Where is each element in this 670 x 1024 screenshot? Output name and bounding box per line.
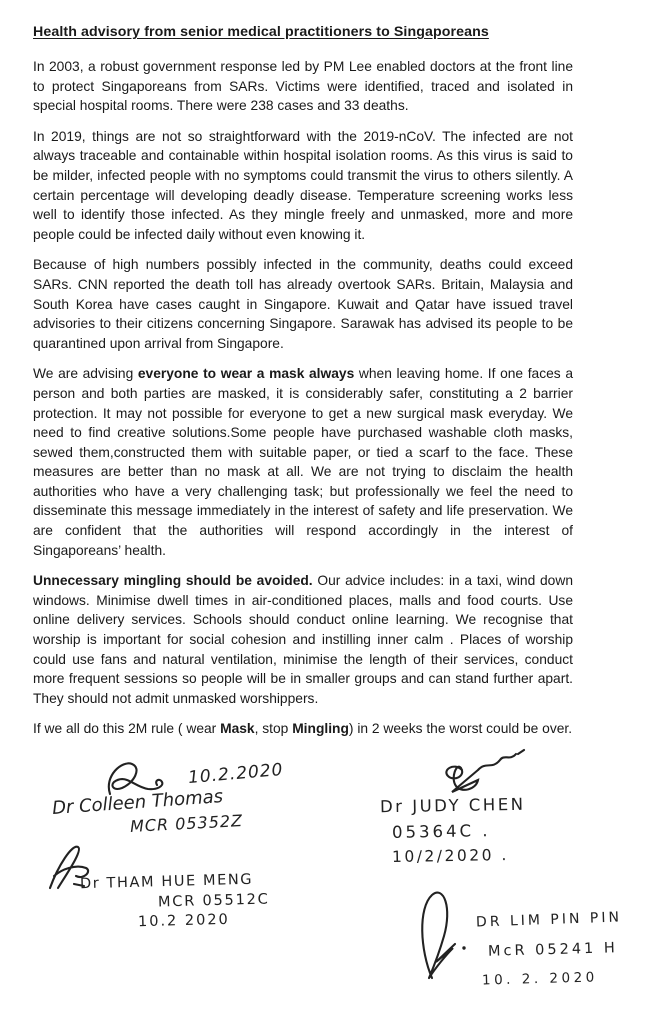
signature-block-judy-chen	[372, 746, 632, 876]
paragraphs	[33, 57, 573, 739]
letter-title: Health advisory from senior medical practitioners to Singaporeans	[33, 24, 489, 40]
signature-date: 10.2 2020	[137, 911, 230, 931]
signature-reg-number: MCR 05352Z	[129, 811, 244, 836]
paragraph	[33, 127, 573, 245]
signature-block-tham-hue-meng	[36, 840, 336, 940]
signature-block-colleen-thomas	[40, 756, 340, 841]
paragraph	[33, 57, 573, 116]
signature-judy-chen	[432, 746, 542, 798]
signature-reg-number: McR 05241 H	[487, 940, 618, 960]
letter-body	[33, 24, 573, 750]
text-segment: Because of high numbers possibly infected in the community, deaths could exceed SARs. CNN reported the death toll has already overtook SARs. Britain, Malaysia and South Korea have cases caught in Singapore. Kuwait and Qatar have issued travel advisories to their citizens concerning Singapore. Sarawak has advised its people to be quarantined upon arrival from Singapore.	[33, 257, 573, 351]
text-segment: In 2003, a robust government response led by PM Lee enabled doctors at the front line to protect Singaporeans from SARs. Victims were identified, traced and isolated in special hospital rooms. There were 238 cases and 33 deaths.	[33, 59, 573, 114]
signature-date: 10.2.2020	[187, 759, 285, 789]
signature-name: DR LIM PIN PIN	[475, 909, 623, 931]
signature-reg-number: 05364C .	[391, 821, 491, 842]
signature-date: 10. 2. 2020	[481, 969, 598, 989]
signature-name: Dr THAM HUE MENG	[79, 871, 254, 893]
bold-text-segment: everyone to wear a mask always	[137, 366, 355, 382]
text-segment: Our advice includes: in a taxi, wind down windows. Minimise dwell times in air-conditioned places, malls and food courts. Use online delivery services. Schools should conduct online learning. We recognise that worship is important for social cohesion and instilling inner calm . Places of worship could use fans and natural ventilation, minimise the length of their services, conduct more frequent sessions so people will be in smaller groups and can stand further apart. They should not admit unmasked worshippers.	[33, 573, 573, 706]
text-segment: If we all do this 2M rule ( wear	[33, 721, 221, 737]
signature-name: Dr JUDY CHEN	[379, 794, 526, 817]
paragraph	[33, 255, 573, 353]
signature-lim-pin-pin	[416, 888, 474, 984]
paragraph	[33, 571, 573, 708]
paragraph	[33, 364, 573, 560]
signature-block-lim-pin-pin	[408, 886, 658, 1006]
signature-date: 10/2/2020 .	[391, 845, 509, 867]
paragraph	[33, 719, 573, 739]
text-segment: , stop	[254, 721, 293, 737]
text-segment: ) in 2 weeks the worst could be over.	[348, 721, 573, 737]
text-segment: We are advising	[33, 366, 138, 382]
signature-name: Dr Colleen Thomas	[51, 786, 224, 819]
signature-reg-number: MCR 05512C	[157, 891, 270, 911]
bold-text-segment: Mask	[220, 721, 255, 737]
text-segment: when leaving home. If one faces a person and both parties are masked, it is considerably safer, constituting a 2 barrier protection. It may not possible for everyone to get a new surgical mask everyday. We need to find creative solutions.Some people have purchased washable cloth masks, sewed them,constructed them with suitable paper, or tied a scarf to the face. These measures are better than no mask at all. We are not trying to disclaim the health authorities who have a very challenging task; but professionally we feel the need to disseminate this message immediately in the interest of safety and life preservation. We are confident that the authorities will respond accordingly in the interest of Singaporeans’ health.	[33, 366, 573, 558]
text-segment: In 2019, things are not so straightforward with the 2019-nCoV. The infected are not always traceable and containable within hospital isolation rooms. As this virus is said to be milder, infected people with no symptoms could transmit the virus to others silently. A certain percentage will developing deadly disease. Temperature screening works less well to identify those infected. As they mingle freely and unmasked, more and more people could be infected daily without even knowing it.	[33, 128, 573, 242]
bold-text-segment: Mingling	[292, 721, 349, 737]
bold-text-segment: Unnecessary mingling should be avoided.	[33, 573, 313, 589]
